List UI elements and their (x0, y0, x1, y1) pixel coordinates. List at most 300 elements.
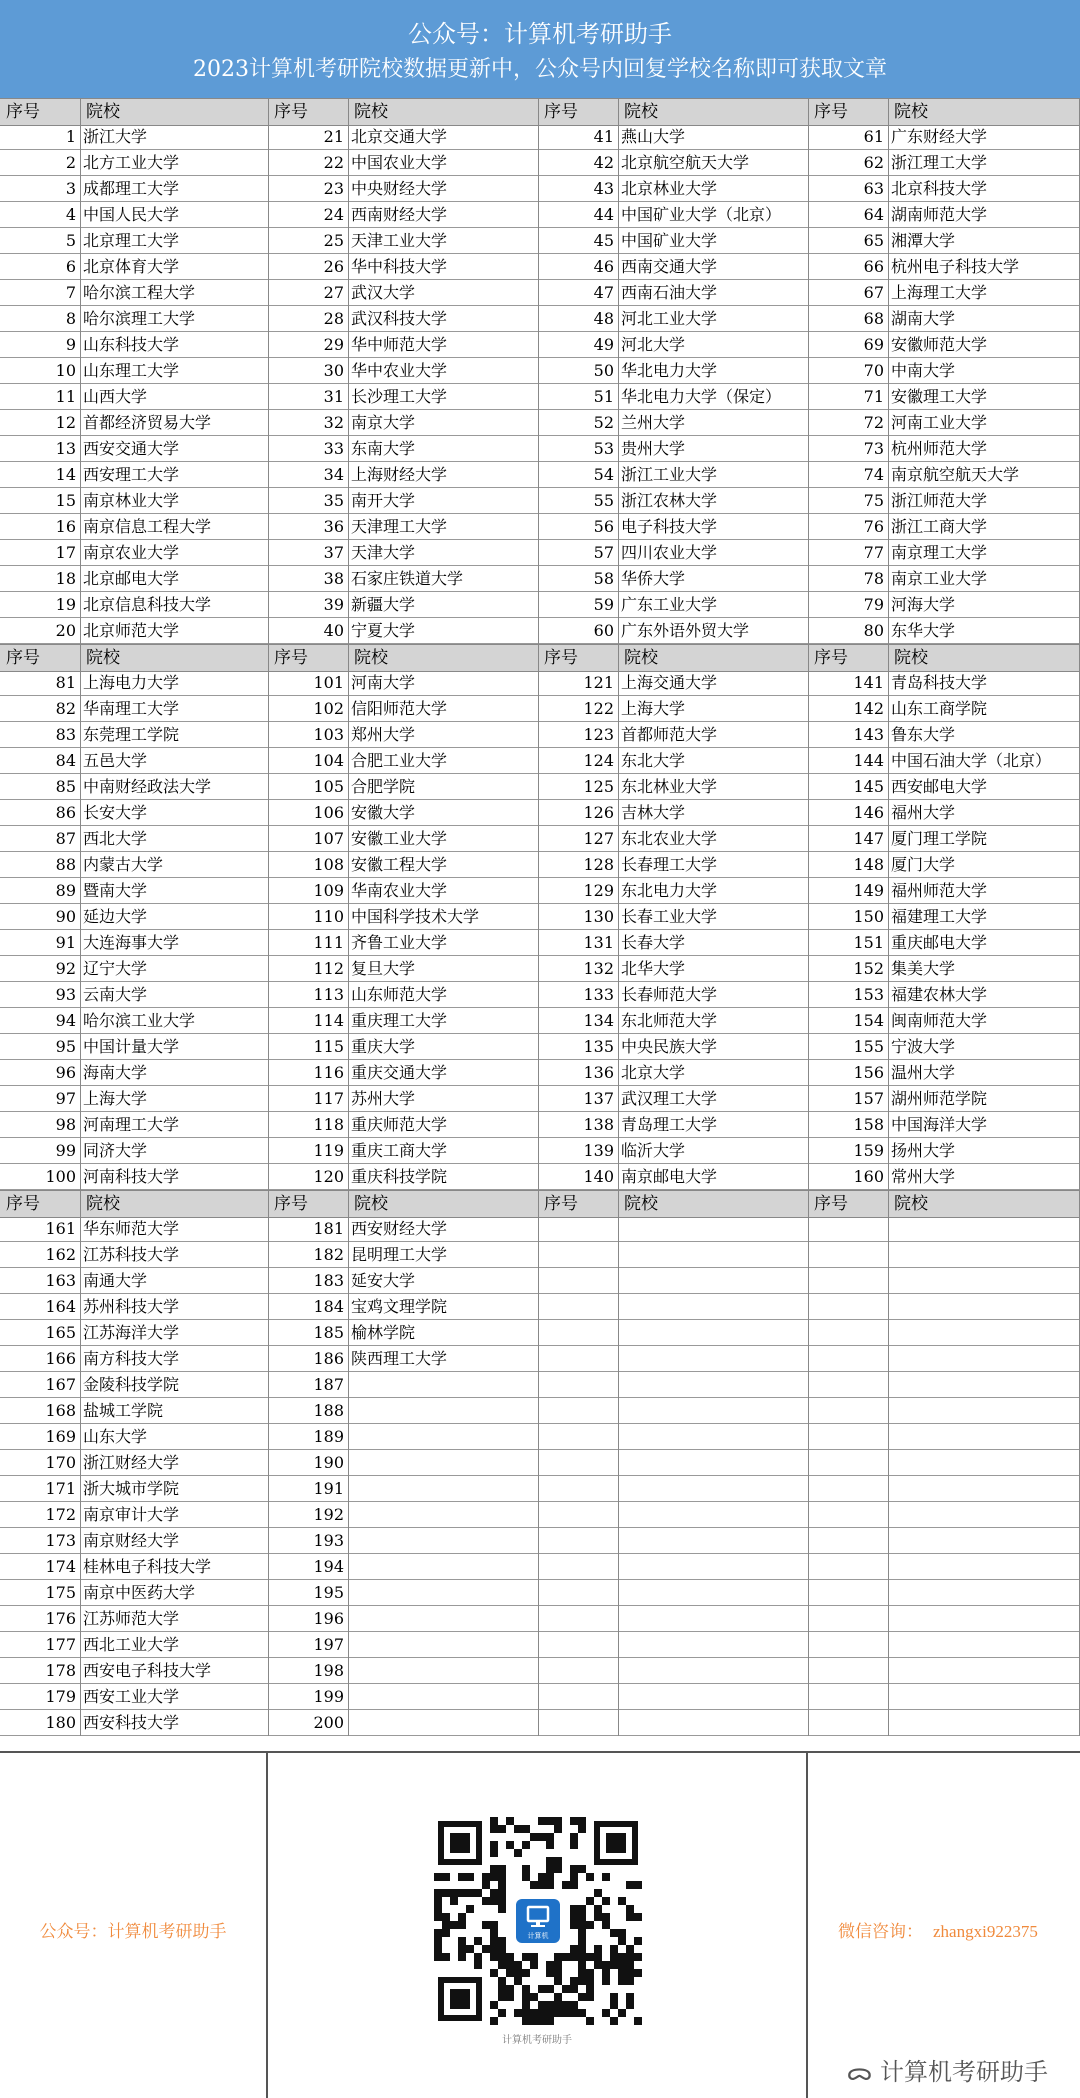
row-number: 79 (863, 595, 884, 614)
table-row (0, 618, 1080, 644)
school-name (618, 1710, 808, 1735)
row-number: 198 (313, 1661, 344, 1680)
table-row (0, 1684, 1080, 1710)
school-name: 安徽工程大学 (351, 855, 448, 874)
row-number: 111 (313, 933, 344, 952)
school-name: 中国计量大学 (83, 1037, 180, 1056)
row-number: 14 (55, 465, 76, 484)
school-name: 新疆大学 (351, 595, 416, 614)
school-name (348, 1372, 538, 1397)
school-name: 南京财经大学 (83, 1531, 180, 1550)
row-number (538, 1294, 618, 1319)
school-name (888, 1346, 1080, 1371)
school-name: 厦门大学 (891, 855, 956, 874)
row-number: 158 (853, 1115, 884, 1134)
school-name (888, 1528, 1080, 1553)
row-number: 56 (593, 517, 614, 536)
school-name: 南通大学 (83, 1271, 148, 1290)
header-num: 序号 (6, 648, 40, 668)
row-number: 110 (313, 907, 344, 926)
row-number (538, 1710, 618, 1735)
row-number: 50 (593, 361, 614, 380)
row-number: 103 (313, 725, 344, 744)
row-number: 38 (323, 569, 344, 588)
school-name: 浙江师范大学 (891, 491, 988, 510)
wechat-contact (838, 1917, 1038, 1942)
row-number: 178 (45, 1661, 76, 1680)
table-row (0, 1242, 1080, 1268)
school-name: 浙江大学 (83, 127, 148, 146)
school-name: 南京审计大学 (83, 1505, 180, 1524)
table-row (0, 1528, 1080, 1554)
school-name (618, 1320, 808, 1345)
school-name (618, 1372, 808, 1397)
row-number (808, 1658, 888, 1683)
header-school: 院校 (894, 1194, 928, 1214)
table-row (0, 1502, 1080, 1528)
header-num: 序号 (544, 1194, 578, 1214)
row-number: 53 (593, 439, 614, 458)
school-name: 福州师范大学 (891, 881, 988, 900)
row-number (538, 1606, 618, 1631)
school-name (888, 1476, 1080, 1501)
row-number: 169 (45, 1427, 76, 1446)
table-row (0, 800, 1080, 826)
school-name (618, 1216, 808, 1241)
row-number: 165 (45, 1323, 76, 1342)
school-name: 昆明理工大学 (351, 1245, 448, 1264)
school-name: 北方工业大学 (83, 153, 180, 172)
row-number: 137 (583, 1089, 614, 1108)
grid-line (348, 98, 349, 1736)
row-number: 126 (583, 803, 614, 822)
row-number: 82 (55, 699, 76, 718)
row-number: 69 (863, 335, 884, 354)
school-name: 湖南师范大学 (891, 205, 988, 224)
school-name: 上海理工大学 (891, 283, 988, 302)
school-name: 江苏科技大学 (83, 1245, 180, 1264)
row-number: 157 (853, 1089, 884, 1108)
row-number: 185 (313, 1323, 344, 1342)
footer (0, 1751, 1080, 2098)
school-name: 南京信息工程大学 (83, 517, 212, 536)
school-name (888, 1398, 1080, 1423)
row-number: 77 (863, 543, 884, 562)
row-number: 98 (55, 1115, 76, 1134)
table-row (0, 150, 1080, 176)
row-number: 154 (853, 1011, 884, 1030)
row-number (538, 1684, 618, 1709)
row-number: 132 (583, 959, 614, 978)
school-name: 延安大学 (351, 1271, 416, 1290)
school-name: 南开大学 (351, 491, 416, 510)
school-name: 东北农业大学 (621, 829, 718, 848)
school-name: 浙大城市学院 (83, 1479, 180, 1498)
table-row (0, 124, 1080, 150)
row-number (808, 1502, 888, 1527)
school-name (618, 1502, 808, 1527)
row-number: 35 (323, 491, 344, 510)
school-name: 华中科技大学 (351, 257, 448, 276)
school-name: 武汉大学 (351, 283, 416, 302)
school-name (348, 1684, 538, 1709)
school-name: 北京信息科技大学 (83, 595, 212, 614)
school-name (618, 1346, 808, 1371)
footer-account-text: 公众号：计算机考研助手 (39, 1922, 227, 1942)
row-number (808, 1528, 888, 1553)
row-number: 34 (323, 465, 344, 484)
row-number: 96 (55, 1063, 76, 1082)
row-number: 67 (863, 283, 884, 302)
row-number: 138 (583, 1115, 614, 1134)
school-name: 内蒙古大学 (83, 855, 164, 874)
row-number (808, 1580, 888, 1605)
row-number: 151 (853, 933, 884, 952)
school-name: 盐城工学院 (83, 1401, 164, 1420)
row-number: 171 (45, 1479, 76, 1498)
row-number: 106 (313, 803, 344, 822)
school-name (618, 1606, 808, 1631)
school-name: 中南财经政法大学 (83, 777, 212, 796)
school-name: 宁夏大学 (351, 621, 416, 640)
school-name: 江苏师范大学 (83, 1609, 180, 1628)
row-number: 117 (313, 1089, 344, 1108)
school-name (618, 1684, 808, 1709)
school-name: 上海大学 (83, 1089, 148, 1108)
row-number: 27 (323, 283, 344, 302)
school-name: 扬州大学 (891, 1141, 956, 1160)
header-school: 院校 (86, 1194, 120, 1214)
school-name: 广东外语外贸大学 (621, 621, 750, 640)
school-name (618, 1554, 808, 1579)
qr-caption: 计算机考研助手 (502, 2035, 572, 2046)
school-name (348, 1476, 538, 1501)
row-number: 47 (593, 283, 614, 302)
row-number: 179 (45, 1687, 76, 1706)
row-number: 175 (45, 1583, 76, 1602)
table-row (0, 722, 1080, 748)
school-name: 南京工业大学 (891, 569, 988, 588)
table-header (0, 1190, 1080, 1218)
row-number: 95 (55, 1037, 76, 1056)
school-name: 南京航空航天大学 (891, 465, 1020, 484)
row-number: 114 (313, 1011, 344, 1030)
school-name: 长沙理工大学 (351, 387, 448, 406)
row-number: 180 (45, 1713, 76, 1732)
table-row (0, 1268, 1080, 1294)
table-row (0, 826, 1080, 852)
school-name: 北京师范大学 (83, 621, 180, 640)
row-number: 120 (313, 1167, 344, 1186)
row-number: 9 (65, 335, 76, 354)
row-number (808, 1684, 888, 1709)
row-number: 52 (593, 413, 614, 432)
grid-line (888, 98, 889, 1736)
table-row (0, 592, 1080, 618)
school-name: 河南大学 (351, 673, 416, 692)
table-row (0, 1450, 1080, 1476)
school-name: 合肥学院 (351, 777, 416, 796)
table-row (0, 280, 1080, 306)
school-name (888, 1372, 1080, 1397)
school-name (888, 1554, 1080, 1579)
row-number: 72 (863, 413, 884, 432)
banner-title: 公众号：计算机考研助手 (408, 20, 672, 48)
school-name: 北京交通大学 (351, 127, 448, 146)
school-name: 桂林电子科技大学 (83, 1557, 212, 1576)
school-name: 武汉科技大学 (351, 309, 448, 328)
school-name (348, 1528, 538, 1553)
school-name (348, 1658, 538, 1683)
table-row (0, 202, 1080, 228)
row-number: 24 (323, 205, 344, 224)
row-number: 124 (583, 751, 614, 770)
row-number: 75 (863, 491, 884, 510)
row-number: 184 (313, 1297, 344, 1316)
row-number: 5 (65, 231, 76, 250)
row-number (538, 1658, 618, 1683)
row-number: 36 (323, 517, 344, 536)
row-number: 200 (313, 1713, 344, 1732)
row-number: 139 (583, 1141, 614, 1160)
school-name: 哈尔滨工程大学 (83, 283, 196, 302)
school-name: 成都理工大学 (83, 179, 180, 198)
school-name: 上海电力大学 (83, 673, 180, 692)
school-name: 安徽大学 (351, 803, 416, 822)
row-number: 26 (323, 257, 344, 276)
row-number (808, 1268, 888, 1293)
row-number: 186 (313, 1349, 344, 1368)
banner-subtitle: 2023计算机考研院校数据更新中，公众号内回复学校名称即可获取文章 (193, 57, 887, 82)
row-number: 19 (55, 595, 76, 614)
school-name: 山东师范大学 (351, 985, 448, 1004)
row-number: 48 (593, 309, 614, 328)
table-row (0, 904, 1080, 930)
row-number (538, 1528, 618, 1553)
table-row (0, 1320, 1080, 1346)
row-number: 12 (55, 413, 76, 432)
table-row (0, 1346, 1080, 1372)
header-num: 序号 (6, 1194, 40, 1214)
row-number: 87 (55, 829, 76, 848)
school-name: 重庆师范大学 (351, 1115, 448, 1134)
school-name: 北京邮电大学 (83, 569, 180, 588)
school-name: 温州大学 (891, 1063, 956, 1082)
row-number: 144 (853, 751, 884, 770)
table-row (0, 358, 1080, 384)
row-number: 80 (863, 621, 884, 640)
school-name (348, 1502, 538, 1527)
row-number: 105 (313, 777, 344, 796)
row-number: 61 (863, 127, 884, 146)
row-number: 20 (55, 621, 76, 640)
school-name: 西安科技大学 (83, 1713, 180, 1732)
footer-left-panel (0, 1753, 268, 2098)
row-number: 177 (45, 1635, 76, 1654)
table-row (0, 410, 1080, 436)
school-name (888, 1294, 1080, 1319)
header-num: 序号 (274, 648, 308, 668)
school-name: 长春大学 (621, 933, 686, 952)
row-number: 122 (583, 699, 614, 718)
row-number: 194 (313, 1557, 344, 1576)
school-name: 安徽工业大学 (351, 829, 448, 848)
school-name: 山东大学 (83, 1427, 148, 1446)
table-row (0, 332, 1080, 358)
table-row (0, 1164, 1080, 1190)
row-number (538, 1632, 618, 1657)
row-number: 4 (65, 205, 76, 224)
school-name: 山东理工大学 (83, 361, 180, 380)
school-name: 鲁东大学 (891, 725, 956, 744)
header-school: 院校 (624, 648, 658, 668)
school-name: 重庆理工大学 (351, 1011, 448, 1030)
school-name (618, 1476, 808, 1501)
table-row (0, 1658, 1080, 1684)
grid-line (268, 98, 269, 1736)
header-num: 序号 (544, 648, 578, 668)
school-name: 西安理工大学 (83, 465, 180, 484)
row-number: 150 (853, 907, 884, 926)
school-name: 天津理工大学 (351, 517, 448, 536)
school-name: 北京理工大学 (83, 231, 180, 250)
school-name: 南京理工大学 (891, 543, 988, 562)
row-number (538, 1242, 618, 1267)
school-name (618, 1398, 808, 1423)
row-number (808, 1216, 888, 1241)
row-number: 29 (323, 335, 344, 354)
row-number: 11 (55, 387, 76, 406)
school-name: 华中农业大学 (351, 361, 448, 380)
school-name: 重庆邮电大学 (891, 933, 988, 952)
row-number: 159 (853, 1141, 884, 1160)
row-number: 107 (313, 829, 344, 848)
table-row (0, 1632, 1080, 1658)
grid-line (538, 98, 539, 1736)
school-name: 东华大学 (891, 621, 956, 640)
school-name: 东北师范大学 (621, 1011, 718, 1030)
school-name: 山东科技大学 (83, 335, 180, 354)
row-number: 190 (313, 1453, 344, 1472)
school-name: 杭州电子科技大学 (891, 257, 1020, 276)
school-name: 福州大学 (891, 803, 956, 822)
wechat-id: zhangxi922375 (933, 1922, 1038, 1941)
school-name (888, 1242, 1080, 1267)
row-number: 156 (853, 1063, 884, 1082)
school-name: 中南大学 (891, 361, 956, 380)
school-name (618, 1424, 808, 1449)
school-name: 长春师范大学 (621, 985, 718, 1004)
school-name: 四川农业大学 (621, 543, 718, 562)
row-number: 65 (863, 231, 884, 250)
school-name: 华北电力大学 (621, 361, 718, 380)
row-number: 43 (593, 179, 614, 198)
school-name: 南京林业大学 (83, 491, 180, 510)
row-number: 62 (863, 153, 884, 172)
row-number: 51 (593, 387, 614, 406)
row-number: 141 (853, 673, 884, 692)
row-number: 58 (593, 569, 614, 588)
table-row (0, 670, 1080, 696)
header-school: 院校 (894, 648, 928, 668)
school-name (618, 1632, 808, 1657)
row-number: 63 (863, 179, 884, 198)
table-row (0, 176, 1080, 202)
school-name: 天津工业大学 (351, 231, 448, 250)
row-number: 142 (853, 699, 884, 718)
school-name: 河南工业大学 (891, 413, 988, 432)
school-name: 中国海洋大学 (891, 1115, 988, 1134)
row-number: 199 (313, 1687, 344, 1706)
school-name (618, 1294, 808, 1319)
school-name: 华北电力大学（保定） (621, 387, 782, 406)
row-number (808, 1346, 888, 1371)
school-name: 广东财经大学 (891, 127, 988, 146)
school-name: 南京农业大学 (83, 543, 180, 562)
school-name (888, 1658, 1080, 1683)
row-number: 13 (55, 439, 76, 458)
row-number: 57 (593, 543, 614, 562)
row-number: 7 (65, 283, 76, 302)
row-number: 101 (313, 673, 344, 692)
school-name: 合肥工业大学 (351, 751, 448, 770)
table-row (0, 1372, 1080, 1398)
school-name: 西北工业大学 (83, 1635, 180, 1654)
row-number: 170 (45, 1453, 76, 1472)
table-row (0, 1606, 1080, 1632)
school-name: 南京邮电大学 (621, 1167, 718, 1186)
row-number (808, 1242, 888, 1267)
table-row (0, 1398, 1080, 1424)
school-name (888, 1424, 1080, 1449)
row-number (538, 1268, 618, 1293)
row-number: 130 (583, 907, 614, 926)
school-name (348, 1554, 538, 1579)
header-school: 院校 (354, 102, 388, 122)
row-number: 28 (323, 309, 344, 328)
table-row (0, 1034, 1080, 1060)
table-row (0, 878, 1080, 904)
grid-line (808, 98, 809, 1736)
row-number: 71 (863, 387, 884, 406)
row-number: 92 (55, 959, 76, 978)
school-name: 苏州大学 (351, 1089, 416, 1108)
row-number: 40 (323, 621, 344, 640)
header-school: 院校 (86, 102, 120, 122)
school-name: 云南大学 (83, 985, 148, 1004)
row-number: 168 (45, 1401, 76, 1420)
row-number: 155 (853, 1037, 884, 1056)
wechat-icon: ᯅ (846, 2058, 873, 2086)
row-number: 104 (313, 751, 344, 770)
school-name: 山东工商学院 (891, 699, 988, 718)
row-number: 91 (55, 933, 76, 952)
row-number: 163 (45, 1271, 76, 1290)
school-name: 东北林业大学 (621, 777, 718, 796)
school-name (888, 1502, 1080, 1527)
row-number: 109 (313, 881, 344, 900)
school-name (618, 1658, 808, 1683)
row-number: 25 (323, 231, 344, 250)
row-number: 174 (45, 1557, 76, 1576)
table-row (0, 488, 1080, 514)
school-name: 广东工业大学 (621, 595, 718, 614)
row-number: 88 (55, 855, 76, 874)
school-name: 北京航空航天大学 (621, 153, 750, 172)
row-number: 197 (313, 1635, 344, 1654)
table-row (0, 306, 1080, 332)
school-name: 青岛科技大学 (891, 673, 988, 692)
